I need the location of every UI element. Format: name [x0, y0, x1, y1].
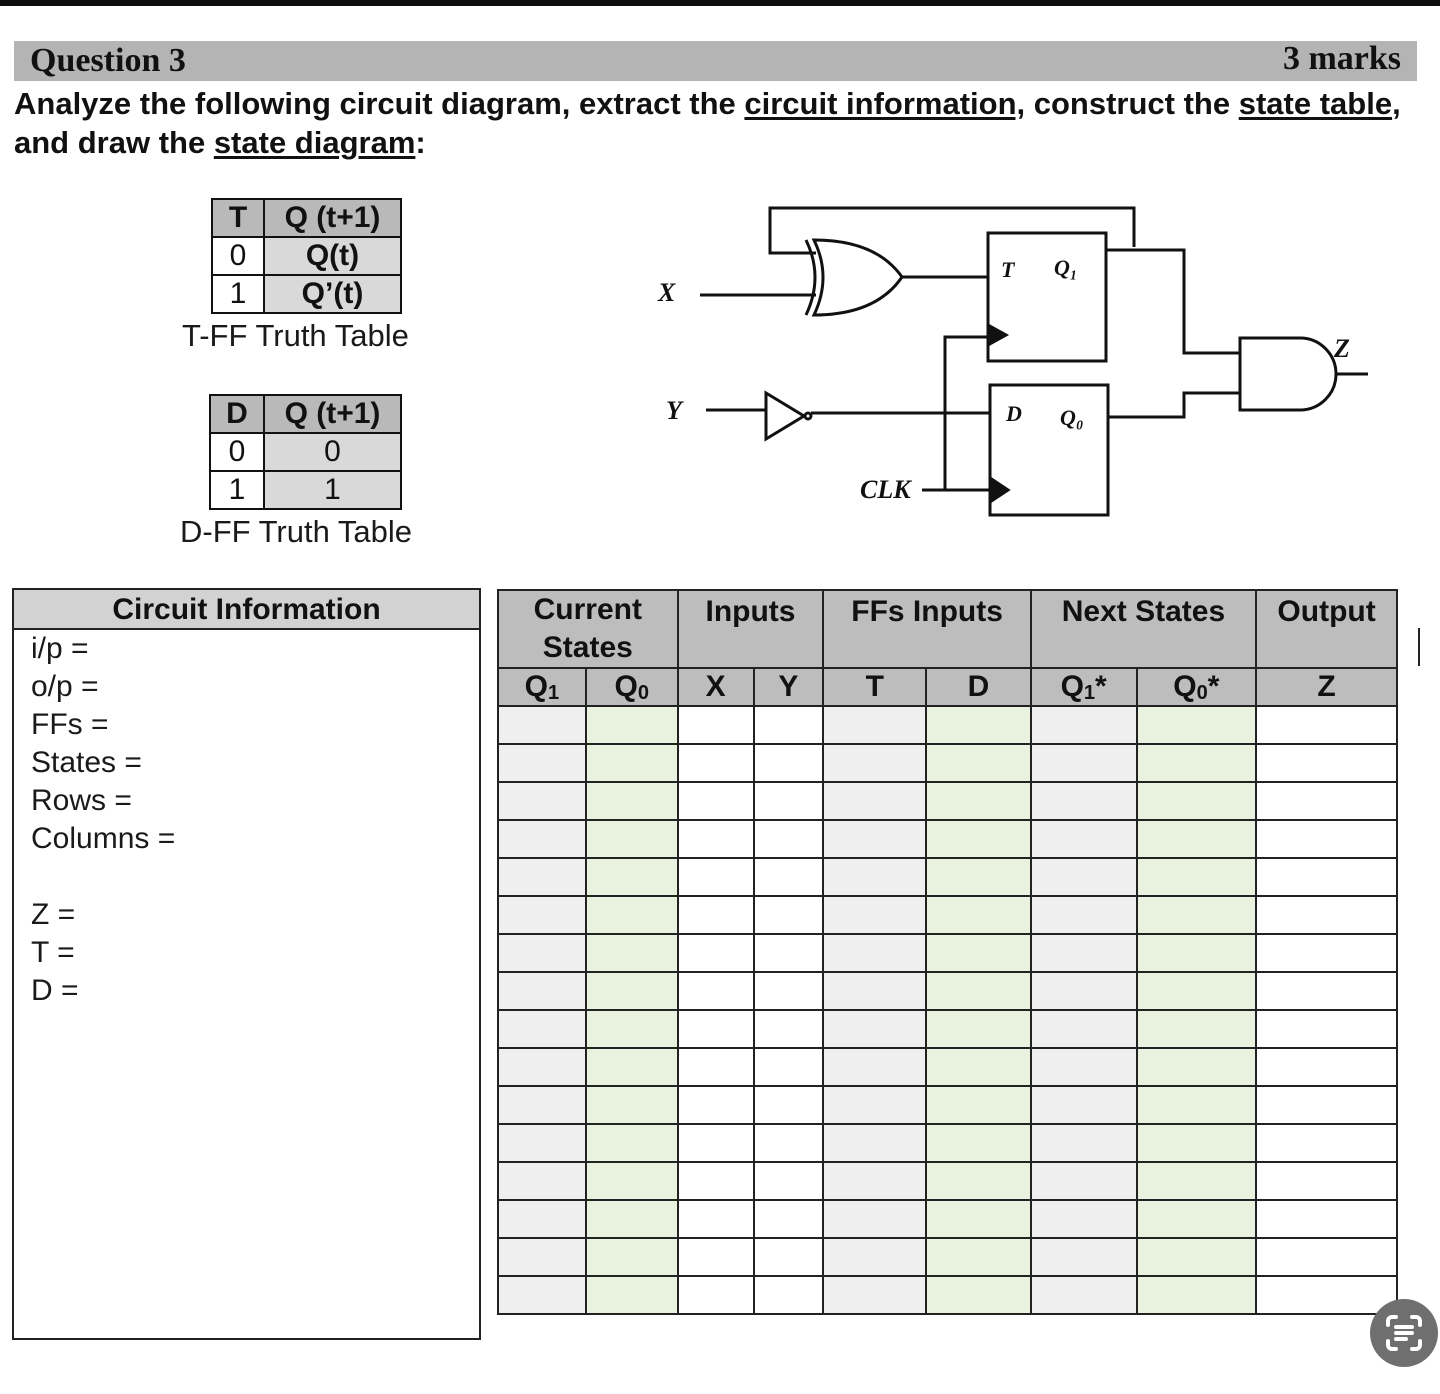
- table-row: [498, 706, 1397, 744]
- text-cursor: [1418, 628, 1420, 666]
- xor-gate: [814, 240, 902, 315]
- table-cell[interactable]: [498, 1010, 586, 1048]
- circuit-diagram: [640, 195, 1380, 535]
- col-y: Y: [754, 668, 824, 706]
- info-ffs: FFs =: [31, 708, 109, 741]
- info-t: T =: [31, 936, 75, 969]
- table-cell[interactable]: [498, 1162, 586, 1200]
- group-ffs-inputs: FFs Inputs: [823, 590, 1030, 668]
- question-header: [14, 41, 1417, 81]
- table-cell[interactable]: [754, 820, 824, 858]
- table-cell[interactable]: [1137, 1200, 1257, 1238]
- table-cell[interactable]: [678, 1200, 754, 1238]
- table-cell[interactable]: [926, 934, 1031, 972]
- table-cell[interactable]: [586, 896, 678, 934]
- table-cell[interactable]: [1137, 1238, 1257, 1276]
- label-y: Y: [666, 396, 682, 425]
- dff-cell: 1: [210, 471, 264, 509]
- q0-wire: [1108, 393, 1240, 417]
- table-cell[interactable]: [823, 858, 926, 896]
- table-cell[interactable]: [498, 896, 586, 934]
- prompt-text: Analyze the following circuit diagram, extract the: [14, 86, 745, 121]
- table-cell[interactable]: [1256, 1276, 1397, 1314]
- question-prompt: [14, 84, 1414, 162]
- table-cell[interactable]: [1256, 1086, 1397, 1124]
- table-cell[interactable]: [754, 858, 824, 896]
- table-cell[interactable]: [754, 1200, 824, 1238]
- not-gate-bubble: [805, 413, 811, 419]
- table-row: [498, 744, 1397, 782]
- table-cell[interactable]: [754, 934, 824, 972]
- table-row: [498, 1200, 1397, 1238]
- dff-clock-marker: [990, 478, 1008, 502]
- table-row: [498, 1238, 1397, 1276]
- table-cell[interactable]: [1137, 858, 1257, 896]
- tff-cell: 1: [212, 275, 264, 313]
- table-cell[interactable]: [823, 1048, 926, 1086]
- table-cell[interactable]: [926, 1048, 1031, 1086]
- table-cell[interactable]: [586, 858, 678, 896]
- info-d: D =: [31, 974, 79, 1007]
- t-flip-flop: [988, 233, 1106, 361]
- table-cell[interactable]: [926, 972, 1031, 1010]
- and-gate: [1240, 338, 1336, 410]
- prompt-text: construct the: [1025, 86, 1239, 121]
- table-cell[interactable]: [678, 1048, 754, 1086]
- col-x: X: [678, 668, 754, 706]
- table-cell[interactable]: [1031, 858, 1137, 896]
- tff-truth-table: [211, 198, 402, 314]
- table-cell[interactable]: [678, 1124, 754, 1162]
- table-cell[interactable]: [586, 1276, 678, 1314]
- table-cell[interactable]: [586, 1238, 678, 1276]
- table-cell[interactable]: [586, 972, 678, 1010]
- dff-cell: 1: [264, 471, 401, 509]
- table-cell[interactable]: [1137, 1086, 1257, 1124]
- table-cell[interactable]: [1031, 1238, 1137, 1276]
- table-cell[interactable]: [1256, 972, 1397, 1010]
- table-cell[interactable]: [1137, 1048, 1257, 1086]
- table-row: [498, 1124, 1397, 1162]
- table-cell[interactable]: [1256, 858, 1397, 896]
- table-cell[interactable]: [754, 972, 824, 1010]
- table-row: [498, 972, 1397, 1010]
- label-d: D: [1006, 401, 1022, 426]
- table-cell[interactable]: [754, 1086, 824, 1124]
- group-output: Output: [1256, 590, 1397, 668]
- table-row: [498, 934, 1397, 972]
- table-cell[interactable]: [1256, 934, 1397, 972]
- col-d: D: [926, 668, 1031, 706]
- table-cell[interactable]: [498, 1048, 586, 1086]
- table-cell[interactable]: [823, 1200, 926, 1238]
- table-cell[interactable]: [926, 706, 1031, 744]
- table-cell[interactable]: [1256, 1200, 1397, 1238]
- table-cell[interactable]: [586, 1048, 678, 1086]
- tff-caption: T-FF Truth Table: [182, 318, 409, 353]
- table-cell[interactable]: [498, 820, 586, 858]
- table-cell[interactable]: [1137, 896, 1257, 934]
- table-cell[interactable]: [498, 1238, 586, 1276]
- table-cell[interactable]: [1031, 1048, 1137, 1086]
- question-marks: 3 marks: [1282, 40, 1401, 77]
- label-t: T: [1001, 257, 1015, 282]
- table-cell[interactable]: [754, 706, 824, 744]
- prompt-underlined-state-diagram: state diagram: [213, 125, 416, 160]
- label-clk: CLK: [860, 475, 911, 504]
- table-cell[interactable]: [586, 1010, 678, 1048]
- table-cell[interactable]: [926, 896, 1031, 934]
- table-cell[interactable]: [926, 744, 1031, 782]
- table-cell[interactable]: [1031, 1162, 1137, 1200]
- table-cell[interactable]: [1256, 706, 1397, 744]
- table-cell[interactable]: [1256, 782, 1397, 820]
- info-columns: Columns =: [31, 822, 176, 855]
- col-q1-label: Q: [524, 669, 549, 703]
- col-next-q1-subscript: 1: [1083, 681, 1096, 704]
- group-current-states: Current States: [498, 590, 678, 668]
- table-cell[interactable]: [754, 1162, 824, 1200]
- table-cell[interactable]: [1031, 1010, 1137, 1048]
- table-cell[interactable]: [823, 1010, 926, 1048]
- table-cell[interactable]: [823, 1238, 926, 1276]
- table-cell[interactable]: [678, 1238, 754, 1276]
- table-cell[interactable]: [678, 972, 754, 1010]
- label-z: Z: [1334, 334, 1350, 363]
- table-cell[interactable]: [823, 934, 926, 972]
- table-cell[interactable]: [678, 782, 754, 820]
- table-row: [498, 896, 1397, 934]
- table-cell[interactable]: [1137, 934, 1257, 972]
- table-row: [498, 1086, 1397, 1124]
- table-cell[interactable]: [586, 1162, 678, 1200]
- table-cell[interactable]: [1256, 896, 1397, 934]
- table-cell[interactable]: [498, 706, 586, 744]
- not-gate: [766, 393, 804, 439]
- table-cell[interactable]: [498, 858, 586, 896]
- prompt-text: , and draw the: [14, 86, 1401, 160]
- scan-text-button[interactable]: [1370, 1299, 1438, 1367]
- table-cell[interactable]: [586, 1086, 678, 1124]
- tff-clock-marker: [988, 325, 1006, 345]
- table-cell[interactable]: [678, 1276, 754, 1314]
- table-cell[interactable]: [926, 1162, 1031, 1200]
- table-cell[interactable]: [1031, 1086, 1137, 1124]
- prompt-underlined-circuit-information: circuit information,: [744, 86, 1026, 121]
- table-cell[interactable]: [586, 744, 678, 782]
- dff-header-d: D: [210, 395, 264, 433]
- info-op: o/p =: [31, 670, 99, 703]
- info-z: Z =: [31, 898, 76, 931]
- col-q1-subscript: 1: [548, 681, 560, 704]
- table-cell[interactable]: [823, 1276, 926, 1314]
- table-cell[interactable]: [498, 782, 586, 820]
- table-row: [498, 782, 1397, 820]
- dff-caption: D-FF Truth Table: [180, 514, 413, 549]
- table-cell[interactable]: [586, 820, 678, 858]
- col-next-q1-star: *: [1095, 669, 1107, 703]
- table-cell[interactable]: [498, 972, 586, 1010]
- feedback-wire: [770, 208, 1134, 253]
- table-cell[interactable]: [1031, 972, 1137, 1010]
- table-cell[interactable]: [823, 1086, 926, 1124]
- label-x: X: [658, 278, 676, 307]
- col-q0: [586, 668, 678, 706]
- table-cell[interactable]: [498, 1124, 586, 1162]
- table-cell[interactable]: [1137, 820, 1257, 858]
- table-cell[interactable]: [586, 934, 678, 972]
- table-cell[interactable]: [754, 896, 824, 934]
- table-cell[interactable]: [678, 1010, 754, 1048]
- table-cell[interactable]: [1031, 744, 1137, 782]
- col-next-q0: [1137, 668, 1257, 706]
- col-q0-label: Q: [614, 669, 638, 703]
- table-cell[interactable]: [586, 782, 678, 820]
- table-cell[interactable]: [754, 1010, 824, 1048]
- table-cell[interactable]: [678, 858, 754, 896]
- table-cell[interactable]: [1256, 744, 1397, 782]
- table-cell[interactable]: [678, 934, 754, 972]
- table-cell[interactable]: [1031, 934, 1137, 972]
- table-cell[interactable]: [926, 1276, 1031, 1314]
- table-cell[interactable]: [1137, 1276, 1257, 1314]
- info-rows: Rows =: [31, 784, 132, 817]
- table-cell[interactable]: [754, 1124, 824, 1162]
- table-cell[interactable]: [1256, 1162, 1397, 1200]
- group-next-states: Next States: [1031, 590, 1256, 668]
- col-next-q1-label: Q: [1060, 669, 1084, 703]
- table-cell[interactable]: [1031, 782, 1137, 820]
- table-row: [498, 820, 1397, 858]
- table-cell[interactable]: [1137, 1124, 1257, 1162]
- state-table: [497, 589, 1398, 1315]
- table-cell[interactable]: [754, 1238, 824, 1276]
- table-cell[interactable]: [1031, 820, 1137, 858]
- table-cell[interactable]: [926, 1200, 1031, 1238]
- table-cell[interactable]: [1031, 1124, 1137, 1162]
- table-cell[interactable]: [1031, 1200, 1137, 1238]
- table-cell[interactable]: [498, 1086, 586, 1124]
- table-cell[interactable]: [498, 744, 586, 782]
- table-cell[interactable]: [823, 782, 926, 820]
- table-row: [498, 1276, 1397, 1314]
- xor-input-arc: [806, 240, 815, 315]
- table-cell[interactable]: [586, 706, 678, 744]
- col-next-q0-label: Q: [1173, 669, 1197, 703]
- group-inputs: Inputs: [678, 590, 824, 668]
- table-cell[interactable]: [678, 1086, 754, 1124]
- state-table-body: [498, 706, 1397, 1314]
- col-next-q0-subscript: 0: [1196, 681, 1208, 704]
- table-cell[interactable]: [1031, 706, 1137, 744]
- table-cell[interactable]: [1031, 1276, 1137, 1314]
- table-cell[interactable]: [754, 1048, 824, 1086]
- table-cell[interactable]: [586, 1124, 678, 1162]
- table-cell[interactable]: [823, 706, 926, 744]
- tff-cell: 0: [212, 237, 264, 275]
- table-cell[interactable]: [1031, 896, 1137, 934]
- circuit-information-box: [12, 588, 481, 1340]
- table-cell[interactable]: [586, 1200, 678, 1238]
- table-cell[interactable]: [926, 1124, 1031, 1162]
- table-row: [498, 1048, 1397, 1086]
- table-cell[interactable]: [1256, 1238, 1397, 1276]
- table-cell[interactable]: [926, 1238, 1031, 1276]
- table-cell[interactable]: [926, 858, 1031, 896]
- table-cell[interactable]: [1256, 1048, 1397, 1086]
- q1-wire: [1106, 250, 1240, 353]
- top-border: [0, 0, 1440, 6]
- table-cell[interactable]: [678, 1162, 754, 1200]
- prompt-text: :: [415, 125, 426, 160]
- circuit-information-heading: Circuit Information: [14, 590, 479, 630]
- table-cell[interactable]: [754, 782, 824, 820]
- info-ip: i/p =: [31, 632, 89, 665]
- table-cell[interactable]: [498, 1276, 586, 1314]
- table-cell[interactable]: [823, 1124, 926, 1162]
- table-cell[interactable]: [823, 972, 926, 1010]
- table-cell[interactable]: [678, 896, 754, 934]
- table-row: [498, 858, 1397, 896]
- tff-cell: Q’(t): [264, 275, 401, 313]
- table-cell[interactable]: [754, 1276, 824, 1314]
- info-states: States =: [31, 746, 142, 779]
- table-cell[interactable]: [1137, 1162, 1257, 1200]
- tff-header-q: Q (t+1): [264, 199, 401, 237]
- col-z: Z: [1256, 668, 1397, 706]
- col-t: T: [823, 668, 926, 706]
- table-cell[interactable]: [1137, 1010, 1257, 1048]
- col-next-q1: [1031, 668, 1137, 706]
- table-cell[interactable]: [678, 820, 754, 858]
- table-cell[interactable]: [1256, 820, 1397, 858]
- tff-header-t: T: [212, 199, 264, 237]
- table-cell[interactable]: [926, 820, 1031, 858]
- table-cell[interactable]: [1137, 972, 1257, 1010]
- table-cell[interactable]: [1137, 744, 1257, 782]
- col-q1: [498, 668, 586, 706]
- table-cell[interactable]: [678, 706, 754, 744]
- scan-text-icon: [1382, 1311, 1426, 1355]
- table-cell[interactable]: [1137, 706, 1257, 744]
- col-next-q0-star: *: [1207, 669, 1220, 703]
- dff-truth-table: [209, 394, 402, 510]
- table-cell[interactable]: [823, 1162, 926, 1200]
- table-cell[interactable]: [926, 1086, 1031, 1124]
- dff-cell: 0: [264, 433, 401, 471]
- table-cell[interactable]: [823, 820, 926, 858]
- table-cell[interactable]: [926, 1010, 1031, 1048]
- label-q0: Q₀: [1060, 405, 1084, 430]
- table-cell[interactable]: [1256, 1124, 1397, 1162]
- table-cell[interactable]: [498, 934, 586, 972]
- table-cell[interactable]: [823, 744, 926, 782]
- question-title: Question 3: [30, 42, 186, 79]
- prompt-underlined-state-table: state table: [1238, 86, 1393, 121]
- table-cell[interactable]: [754, 744, 824, 782]
- table-cell[interactable]: [498, 1200, 586, 1238]
- dff-cell: 0: [210, 433, 264, 471]
- dff-header-q: Q (t+1): [264, 395, 401, 433]
- tff-cell: Q(t): [264, 237, 401, 275]
- table-cell[interactable]: [1256, 1010, 1397, 1048]
- table-cell[interactable]: [678, 744, 754, 782]
- table-cell[interactable]: [926, 782, 1031, 820]
- table-row: [498, 1162, 1397, 1200]
- table-cell[interactable]: [823, 896, 926, 934]
- table-row: [498, 1010, 1397, 1048]
- table-cell[interactable]: [1137, 782, 1257, 820]
- label-q1: Q₁: [1054, 255, 1078, 280]
- col-q0-subscript: 0: [637, 681, 649, 704]
